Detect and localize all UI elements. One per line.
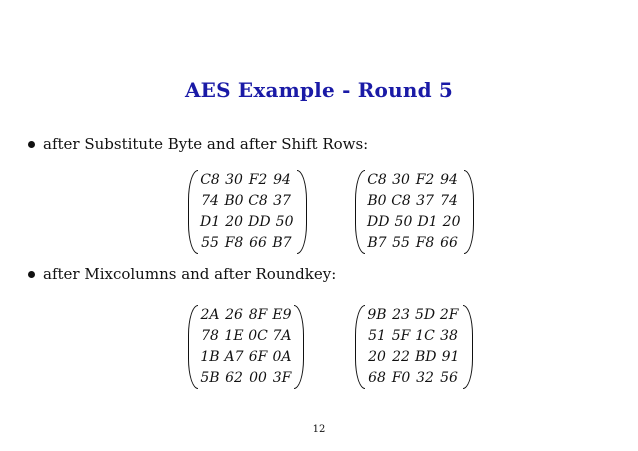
matrix-row xyxy=(200,233,295,254)
matrix-cell: 5B xyxy=(200,370,220,386)
matrix-cell: 30 xyxy=(392,172,410,188)
matrix-cell: F2 xyxy=(248,172,268,188)
matrix-cell: 26 xyxy=(225,307,243,323)
matrix-cell: 1C xyxy=(415,328,435,344)
matrix-cell: 91 xyxy=(441,349,460,365)
matrix-cell: A7 xyxy=(224,349,244,365)
matrix-row xyxy=(200,368,292,389)
matrix-cell: 20 xyxy=(368,349,386,365)
matrix-cell: 37 xyxy=(416,193,434,209)
matrix-cell: 62 xyxy=(225,370,243,386)
matrix-cell: 38 xyxy=(440,328,458,344)
matrix-cell: C8 xyxy=(391,193,411,209)
matrix-cell: E9 xyxy=(272,307,292,323)
matrix-cell: DD xyxy=(367,214,390,230)
matrix-cell: 00 xyxy=(249,370,267,386)
matrix-cell: 5D xyxy=(415,307,436,323)
matrix-cell: 66 xyxy=(440,235,458,251)
matrix-row xyxy=(200,305,292,326)
matrix-cell: 1B xyxy=(200,349,220,365)
matrix-grid xyxy=(365,170,464,254)
matrix-cell: C8 xyxy=(367,172,387,188)
matrix-cell: 0C xyxy=(248,328,268,344)
matrix-cell: D1 xyxy=(200,214,221,230)
page-number: 12 xyxy=(312,424,326,435)
matrix-cell: 32 xyxy=(416,370,434,386)
matrix-cell: B0 xyxy=(224,193,244,209)
matrix-cell: 6F xyxy=(248,349,268,365)
matrix-cell: 5F xyxy=(391,328,411,344)
matrix-cell: 9B xyxy=(367,307,387,323)
matrix-cell: 8F xyxy=(248,307,268,323)
matrix-cell: 66 xyxy=(249,235,267,251)
matrix-cell: 2F xyxy=(439,307,459,323)
matrix-row xyxy=(200,347,292,368)
left-paren-icon xyxy=(355,305,365,389)
matrix-cell: 30 xyxy=(225,172,243,188)
matrix-cell: 74 xyxy=(440,193,458,209)
matrix-cell: 20 xyxy=(225,214,244,230)
matrix-cell: 1E xyxy=(224,328,244,344)
matrix-roundkey xyxy=(355,305,473,389)
matrix-grid xyxy=(198,170,297,254)
matrix-cell: 22 xyxy=(392,349,410,365)
matrix-row xyxy=(200,326,292,347)
matrix-cell: B7 xyxy=(367,235,387,251)
matrix-cell: 20 xyxy=(442,214,461,230)
matrix-cell: 78 xyxy=(201,328,219,344)
matrix-substitute-byte xyxy=(188,170,307,254)
matrix-cell: C8 xyxy=(248,193,268,209)
bullet-substitute-shift xyxy=(28,135,368,153)
matrix-cell: F8 xyxy=(224,235,244,251)
matrix-row xyxy=(367,305,461,326)
matrix-grid xyxy=(365,305,463,389)
matrix-cell: 23 xyxy=(392,307,410,323)
matrix-cell: F2 xyxy=(415,172,435,188)
right-paren-icon xyxy=(297,170,307,254)
matrix-cell: 74 xyxy=(201,193,219,209)
matrix-cell: 2A xyxy=(200,307,220,323)
matrix-cell: 3F xyxy=(272,370,292,386)
left-paren-icon xyxy=(355,170,365,254)
matrix-cell: BD xyxy=(415,349,437,365)
matrix-shift-rows xyxy=(355,170,474,254)
matrix-cell: 50 xyxy=(275,214,294,230)
right-paren-icon xyxy=(463,305,473,389)
matrix-row xyxy=(367,326,461,347)
matrix-cell: 55 xyxy=(392,235,410,251)
bullet-label: after Substitute Byte and after Shift Rows: xyxy=(43,135,369,153)
matrix-cell: D1 xyxy=(417,214,438,230)
matrix-cell: 55 xyxy=(201,235,219,251)
matrix-row xyxy=(200,212,295,233)
matrix-row xyxy=(367,347,461,368)
left-paren-icon xyxy=(188,305,198,389)
bullet-mixcolumns-roundkey xyxy=(28,265,336,283)
bullet-icon xyxy=(28,271,35,278)
matrix-cell: F8 xyxy=(415,235,435,251)
matrix-row xyxy=(367,233,462,254)
matrix-mixcolumns xyxy=(188,305,304,389)
bullet-icon xyxy=(28,141,35,148)
matrix-row xyxy=(367,170,462,191)
left-paren-icon xyxy=(188,170,198,254)
matrix-row xyxy=(200,191,295,212)
matrix-row xyxy=(367,368,461,389)
matrix-cell: 94 xyxy=(440,172,458,188)
matrix-row xyxy=(367,212,462,233)
right-paren-icon xyxy=(464,170,474,254)
matrix-cell: 56 xyxy=(440,370,458,386)
matrix-cell: 50 xyxy=(394,214,413,230)
matrix-cell: C8 xyxy=(200,172,220,188)
matrix-cell: 37 xyxy=(273,193,291,209)
matrix-cell: 94 xyxy=(273,172,291,188)
matrix-cell: F0 xyxy=(391,370,411,386)
matrix-cell: 0A xyxy=(272,349,292,365)
bullet-label: after Mixcolumns and after Roundkey: xyxy=(43,265,337,283)
matrix-cell: 68 xyxy=(368,370,386,386)
matrix-grid xyxy=(198,305,294,389)
right-paren-icon xyxy=(294,305,304,389)
matrix-cell: B7 xyxy=(272,235,292,251)
matrix-row xyxy=(367,191,462,212)
matrix-cell: 51 xyxy=(368,328,386,344)
slide-title: AES Example - Round 5 xyxy=(184,78,454,102)
matrix-cell: B0 xyxy=(367,193,387,209)
matrix-cell: DD xyxy=(248,214,271,230)
matrix-row xyxy=(200,170,295,191)
matrix-cell: 7A xyxy=(272,328,292,344)
